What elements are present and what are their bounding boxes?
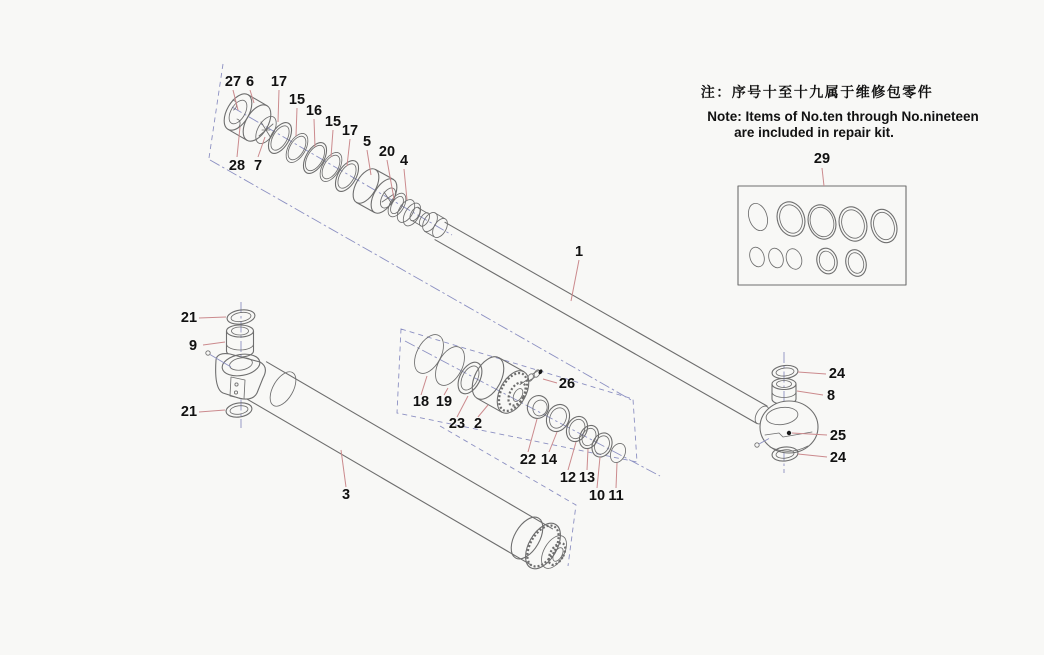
ring-11 <box>608 441 629 465</box>
callout-27: 27 <box>224 74 242 90</box>
callout-12: 12 <box>559 470 577 486</box>
callout-16: 16 <box>305 103 323 119</box>
callout-21a: 21 <box>180 310 198 326</box>
callout-23: 23 <box>448 416 466 432</box>
alignment-centerline-long <box>210 160 633 401</box>
callout-15b: 15 <box>324 114 342 130</box>
callout-29: 29 <box>813 151 831 167</box>
callout-17b: 17 <box>341 123 359 139</box>
callout-24a: 24 <box>828 366 846 382</box>
callout-9: 9 <box>188 338 198 354</box>
callout-5: 5 <box>362 134 372 150</box>
callout-6: 6 <box>245 74 255 90</box>
seal-group-boundary-box <box>397 329 637 462</box>
ring-22 <box>524 393 552 422</box>
callout-15a: 15 <box>288 92 306 108</box>
ring-21-bottom <box>225 401 253 418</box>
clevis-eye-25 <box>760 401 818 453</box>
callout-14: 14 <box>540 452 558 468</box>
callout-8: 8 <box>826 388 836 404</box>
callout-20: 20 <box>378 144 396 160</box>
group-boundary-top-left <box>209 64 223 158</box>
callout-4: 4 <box>399 153 409 169</box>
callout-1: 1 <box>574 244 584 260</box>
callout-2: 2 <box>473 416 483 432</box>
note-english-line1: Note: Items of No.ten through No.nineteen <box>707 109 979 124</box>
callout-19: 19 <box>435 394 453 410</box>
note-block <box>701 84 979 140</box>
callout-24b: 24 <box>829 450 847 466</box>
leader-lines <box>199 90 827 488</box>
grease-fitting-right <box>755 443 759 447</box>
ring-24-top <box>771 364 798 380</box>
callout-10: 10 <box>588 488 606 504</box>
callout-3: 3 <box>341 487 351 503</box>
callout-22: 22 <box>519 452 537 468</box>
callout-28: 28 <box>228 158 246 174</box>
callout-18: 18 <box>412 394 430 410</box>
callout-26: 26 <box>558 376 576 392</box>
ring-13 <box>576 422 602 451</box>
piston-2 <box>466 352 536 419</box>
callout-7: 7 <box>253 158 263 174</box>
part-rod-clevis <box>755 364 818 462</box>
callout-21b: 21 <box>180 404 198 420</box>
part-25-marker <box>787 431 791 435</box>
callout-17a: 17 <box>270 74 288 90</box>
repair-kit-box <box>738 186 906 285</box>
callout-25: 25 <box>829 428 847 444</box>
callout-13: 13 <box>578 470 596 486</box>
note-chinese: 注：序号十至十九属于维修包零件 <box>700 84 934 100</box>
grease-fitting-left <box>206 351 210 355</box>
callout-11: 11 <box>608 488 624 504</box>
note-english-line2: are included in repair kit. <box>734 125 894 140</box>
